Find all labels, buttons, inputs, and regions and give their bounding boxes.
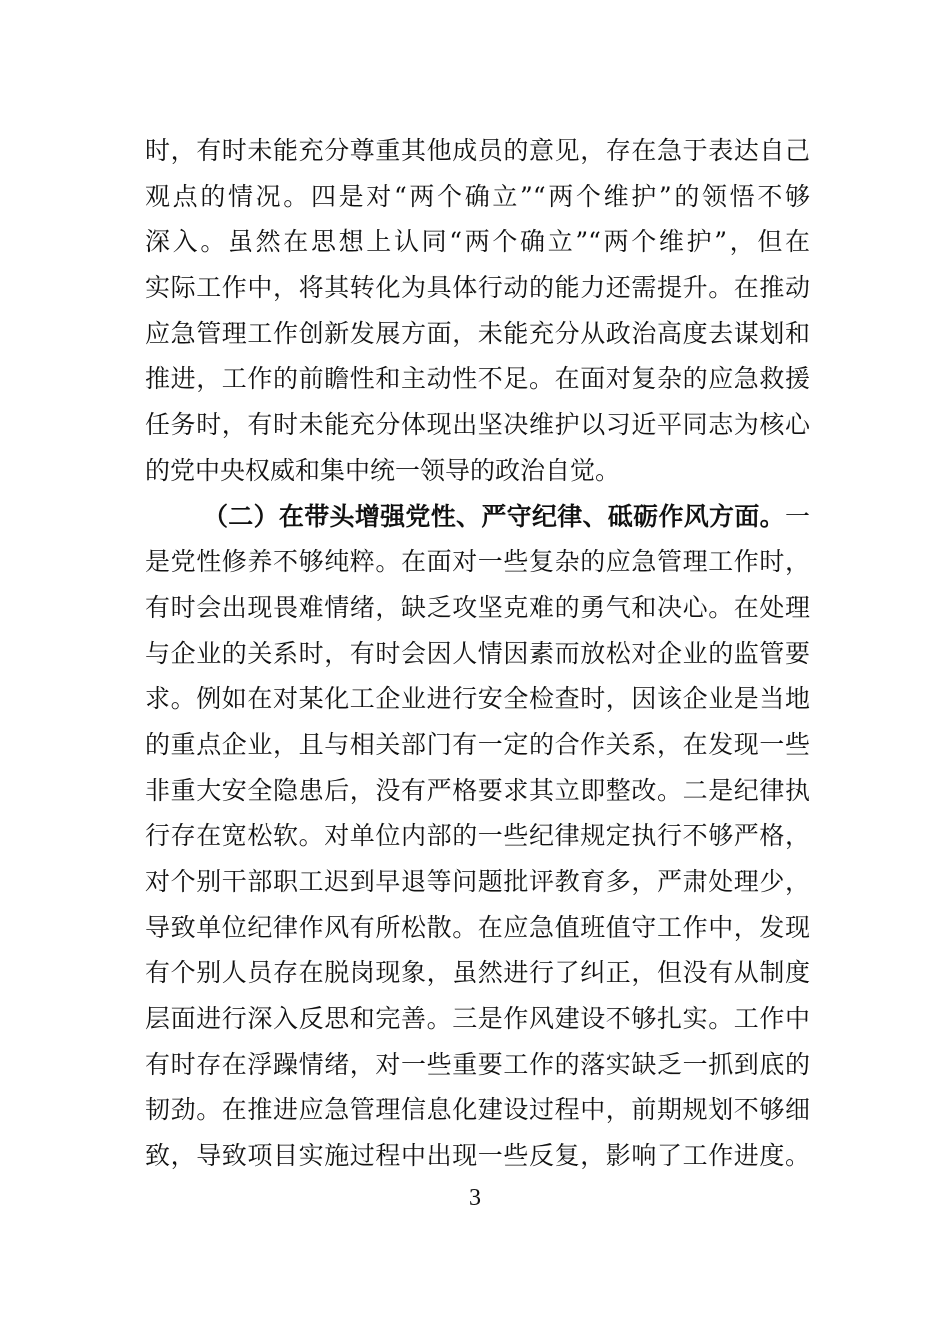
text-line: 行存在宽松软。对单位内部的一些纪律规定执行不够严格， bbox=[145, 821, 810, 851]
body-text bbox=[145, 128, 810, 1179]
text-line: 韧劲。在推进应急管理信息化建设过程中，前期规划不够细 bbox=[145, 1095, 810, 1125]
text-line: 的重点企业，且与相关部门有一定的合作关系，在发现一些 bbox=[145, 729, 810, 759]
text-line: 实际工作中，将其转化为具体行动的能力还需提升。在推动 bbox=[145, 273, 810, 303]
page-number: 3 bbox=[469, 1185, 481, 1211]
text-line: 应急管理工作创新发展方面，未能充分从政治高度去谋划和 bbox=[145, 318, 810, 348]
text-line: 非重大安全隐患后，没有严格要求其立即整改。二是纪律执 bbox=[145, 775, 810, 805]
text-line: 有时存在浮躁情绪，对一些重要工作的落实缺乏一抓到底的 bbox=[145, 1049, 810, 1079]
text-line: 观点的情况。四是对“两个确立”“两个维护”的领悟不够 bbox=[145, 181, 810, 211]
text-line: 的党中央权威和集中统一领导的政治自觉。 bbox=[145, 455, 621, 485]
text-line: 时，有时未能充分尊重其他成员的意见，存在急于表达自己 bbox=[145, 136, 810, 165]
text-line: 与企业的关系时，有时会因人情因素而放松对企业的监管要 bbox=[145, 638, 810, 668]
text-line: 是党性修养不够纯粹。在面对一些复杂的应急管理工作时， bbox=[145, 547, 810, 577]
section-heading-line bbox=[145, 494, 810, 540]
text-line: 推进，工作的前瞻性和主动性不足。在面对复杂的应急救援 bbox=[145, 364, 810, 394]
text-line: 任务时，有时未能充分体现出坚决维护以习近平同志为核心 bbox=[145, 410, 810, 440]
paragraph-political-awareness bbox=[145, 128, 810, 494]
paragraph-party-discipline bbox=[145, 494, 810, 1179]
heading-continuation: 一 bbox=[784, 501, 810, 531]
text-line: 有个别人员存在脱岗现象，虽然进行了纠正，但没有从制度 bbox=[145, 958, 810, 988]
text-line: 致，导致项目实施过程中出现一些反复，影响了工作进度。 bbox=[145, 1141, 810, 1171]
text-line: 求。例如在对某化工企业进行安全检查时，因该企业是当地 bbox=[145, 684, 810, 714]
text-line: 层面进行深入反思和完善。三是作风建设不够扎实。工作中 bbox=[145, 1004, 810, 1034]
text-line: 有时会出现畏难情绪，缺乏攻坚克难的勇气和决心。在处理 bbox=[145, 592, 810, 622]
section-heading: （二）在带头增强党性、严守纪律、砥砺作风方面。 bbox=[203, 501, 785, 531]
text-line: 导致单位纪律作风有所松散。在应急值班值守工作中，发现 bbox=[145, 912, 810, 942]
text-line: 对个别干部职工迟到早退等问题批评教育多，严肃处理少， bbox=[145, 867, 810, 896]
text-line: 深入。虽然在思想上认同“两个确立”“两个维护”，但在 bbox=[145, 227, 810, 257]
